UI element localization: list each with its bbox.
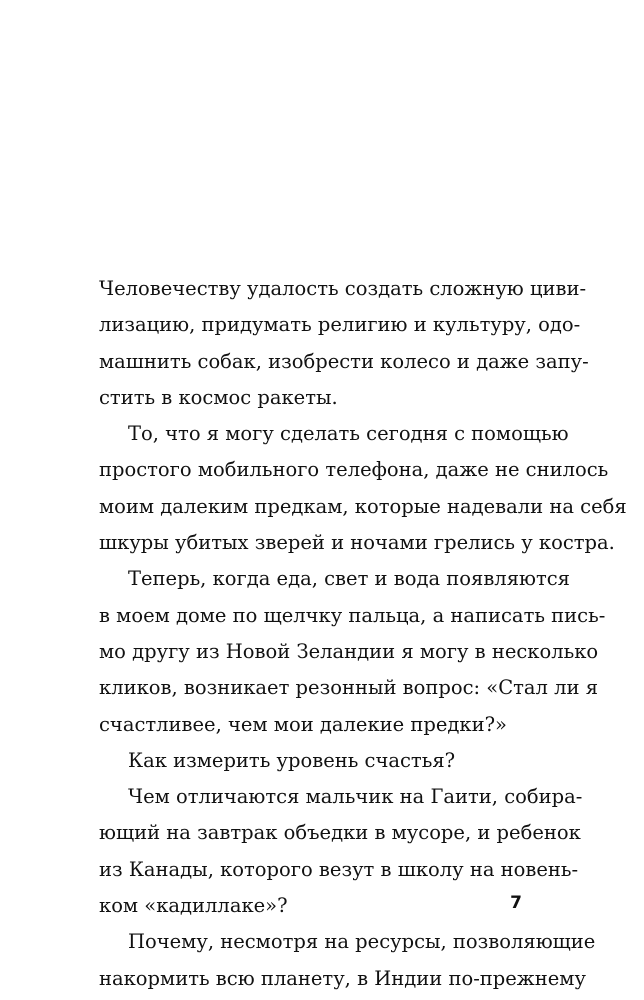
text-line: в моем доме по щелчку пальца, а написать пись- <box>99 603 606 627</box>
text-line: лизацию, придумать религию и культуру, одо- <box>99 313 581 337</box>
text-line: простого мобильного телефона, даже не снилось <box>99 458 609 482</box>
text-line: кликов, возникает резонный вопрос: «Стал ли я <box>99 676 599 700</box>
text-line: Как измерить уровень счастья? <box>128 748 456 772</box>
text-line: стить в космос ракеты. <box>99 385 338 409</box>
text-line: моим далеким предкам, которые надевали на себя <box>99 494 627 518</box>
page-number: 7 <box>510 893 522 913</box>
text-line: из Канады, которого везут в школу на новень- <box>99 857 579 881</box>
body-text <box>99 271 627 997</box>
text-line: счастливее, чем мои далекие предки?» <box>99 712 507 736</box>
text-line: Чем отличаются мальчик на Гаити, собира- <box>128 785 583 809</box>
text-line: накормить всю планету, в Индии по-прежнему <box>99 966 586 990</box>
text-line: ком «кадиллаке»? <box>99 894 288 918</box>
text-line: Теперь, когда еда, свет и вода появляются <box>128 567 570 591</box>
text-line: Почему, несмотря на ресурсы, позволяющие <box>128 930 596 954</box>
text-line: машнить собак, изобрести колесо и даже запу- <box>99 349 589 373</box>
text-line: То, что я могу сделать сегодня с помощью <box>128 422 569 446</box>
text-line: шкуры убитых зверей и ночами грелись у костра. <box>99 531 615 555</box>
text-line: ющий на завтрак объедки в мусоре, и ребенок <box>99 821 581 845</box>
text-line: мо другу из Новой Зеландии я могу в несколько <box>99 639 599 663</box>
text-line: Человечеству удалость создать сложную циви- <box>99 277 587 300</box>
